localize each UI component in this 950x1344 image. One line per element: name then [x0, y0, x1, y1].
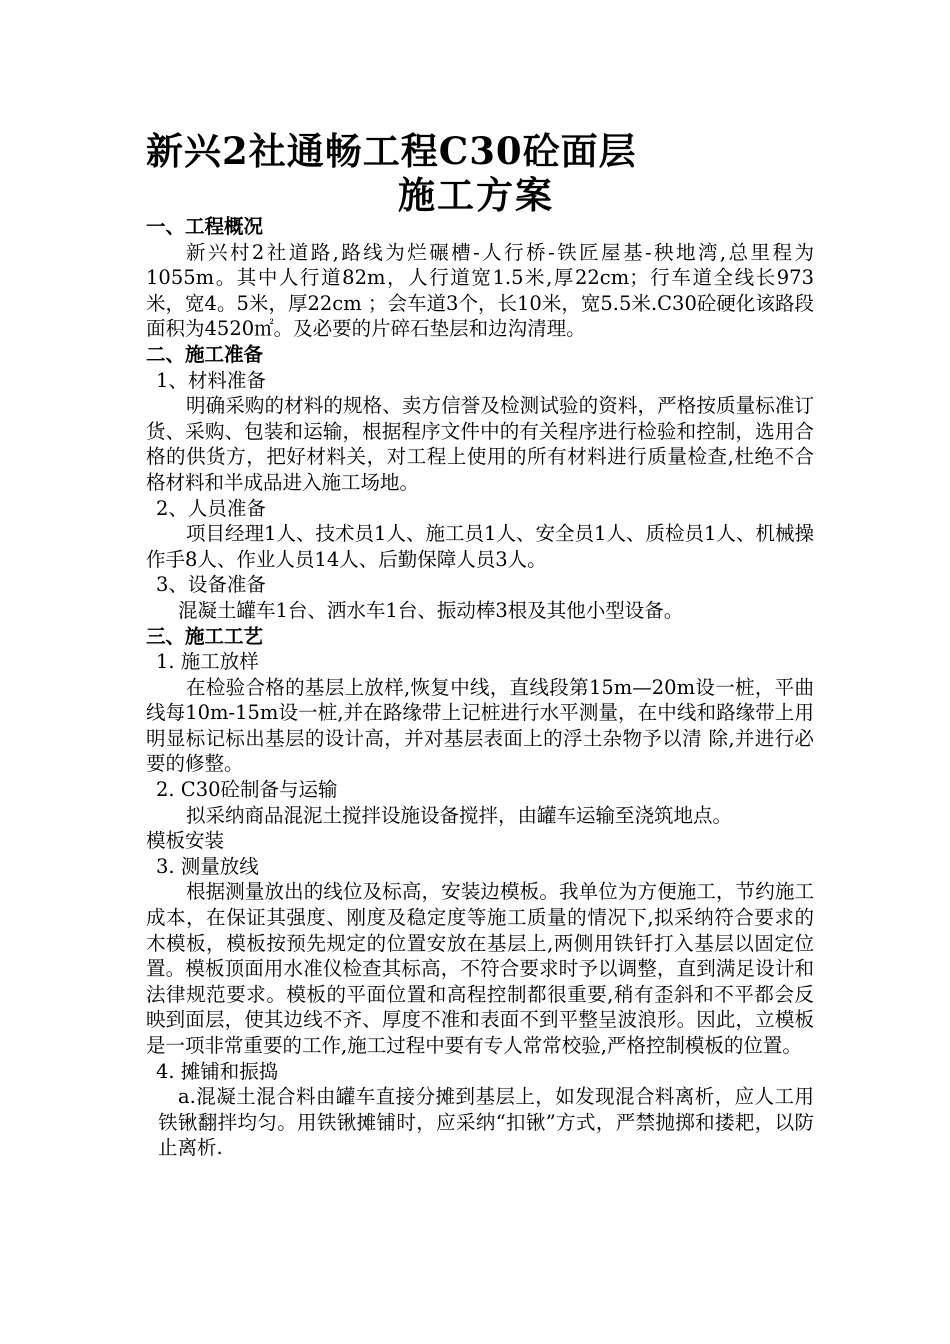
- document-body: [146, 214, 814, 1161]
- subsection-heading: 1、材料准备: [156, 368, 266, 392]
- document-title: 新兴2社通畅工程C30砼面层: [146, 129, 637, 173]
- subsection-heading: 3. 测量放线: [156, 854, 259, 878]
- subsection-heading: 2. C30砼制备与运输: [156, 778, 338, 802]
- subsection-heading: 3、设备准备: [156, 573, 266, 597]
- paragraph: a.混凝土混合料由罐车直接分摊到基层上，如发现混合料离析，应人工用铁锹翻拌均匀。用铁锹摊铺时，应采纳“扣锹”方式，严禁抛掷和搂耙，以防止离析.: [158, 1085, 814, 1160]
- section-heading: 一、工程概况: [146, 215, 264, 238]
- paragraph: 明确采购的材料的规格、卖方信誉及检测试验的资料，严格按质量标准订货、采购、包装和运输，根据程序文件中的有关程序进行检验和控制，选用合格的供货方，把好材料关，对工程上使用的所有材料进行质量检查,杜绝不合格材料和半成品进入施工场地。: [146, 394, 814, 494]
- section-heading: 二、施工准备: [146, 342, 264, 366]
- document-subtitle: 施工方案: [398, 173, 554, 217]
- paragraph: 根据测量放出的线位及标高，安装边模板。我单位为方便施工，节约施工成本，在保证其强度、刚度及稳定度等施工质量的情况下,拟采纳符合要求的木模板，模板按预先规定的位置安放在基层上,两侧用铁钎打入基层以固定位置。模板顶面用水准仪检查其标高，不符合要求时予以调整，直到满足设计和法律规范要求。模板的平面位置和高程控制都很重要,稍有歪斜和不平都会反映到面层，使其边线不齐、厚度不准和表面不到平整呈波浪形。因此，立模板是一项非常重要的工作,施工过程中要有专人常常校验,严格控制模板的位置。: [146, 880, 814, 1057]
- paragraph: 在检验合格的基层上放样,恢复中线，直线段第15m—20m设一桩，平曲线每10m-15m设一桩,并在路缘带上记桩进行水平测量，在中线和路缘带上用明显标记标出基层的设计高，并对基层表面上的浮土杂物予以清 除,并进行必要的修整。: [146, 675, 814, 776]
- section-heading: 三、施工工艺: [146, 624, 264, 648]
- paragraph: 拟采纳商品混泥土搅拌设施设备搅拌，由罐车运输至浇筑地点。: [186, 803, 733, 827]
- paragraph: 新兴村2社道路,路线为烂碾槽-人行桥-铁匠屋基-秧地湾,总里程为1055m。其中人行道82m，人行道宽1.5米,厚22cm；行车道全线长973米，宽4。5米，厚22cm ；会车道3个，长10米，宽5.5米.C30砼硬化该路段面积为4520㎡。及必要的片碎石垫层和边沟清理。: [146, 240, 814, 341]
- paragraph: 混凝土罐车1台、洒水车1台、振动棒3根及其他小型设备。: [178, 598, 684, 622]
- paragraph: 模板安装: [146, 829, 225, 853]
- subsection-heading: 2、人员准备: [156, 496, 266, 520]
- subsection-heading: 4. 摊铺和振捣: [156, 1059, 279, 1083]
- subsection-heading: 1. 施工放样: [156, 650, 259, 674]
- paragraph: 项目经理1人、技术员1人、施工员1人、安全员1人、质检员1人、机械操作手8人、作业人员14人、后勤保障人员3人。: [146, 522, 814, 571]
